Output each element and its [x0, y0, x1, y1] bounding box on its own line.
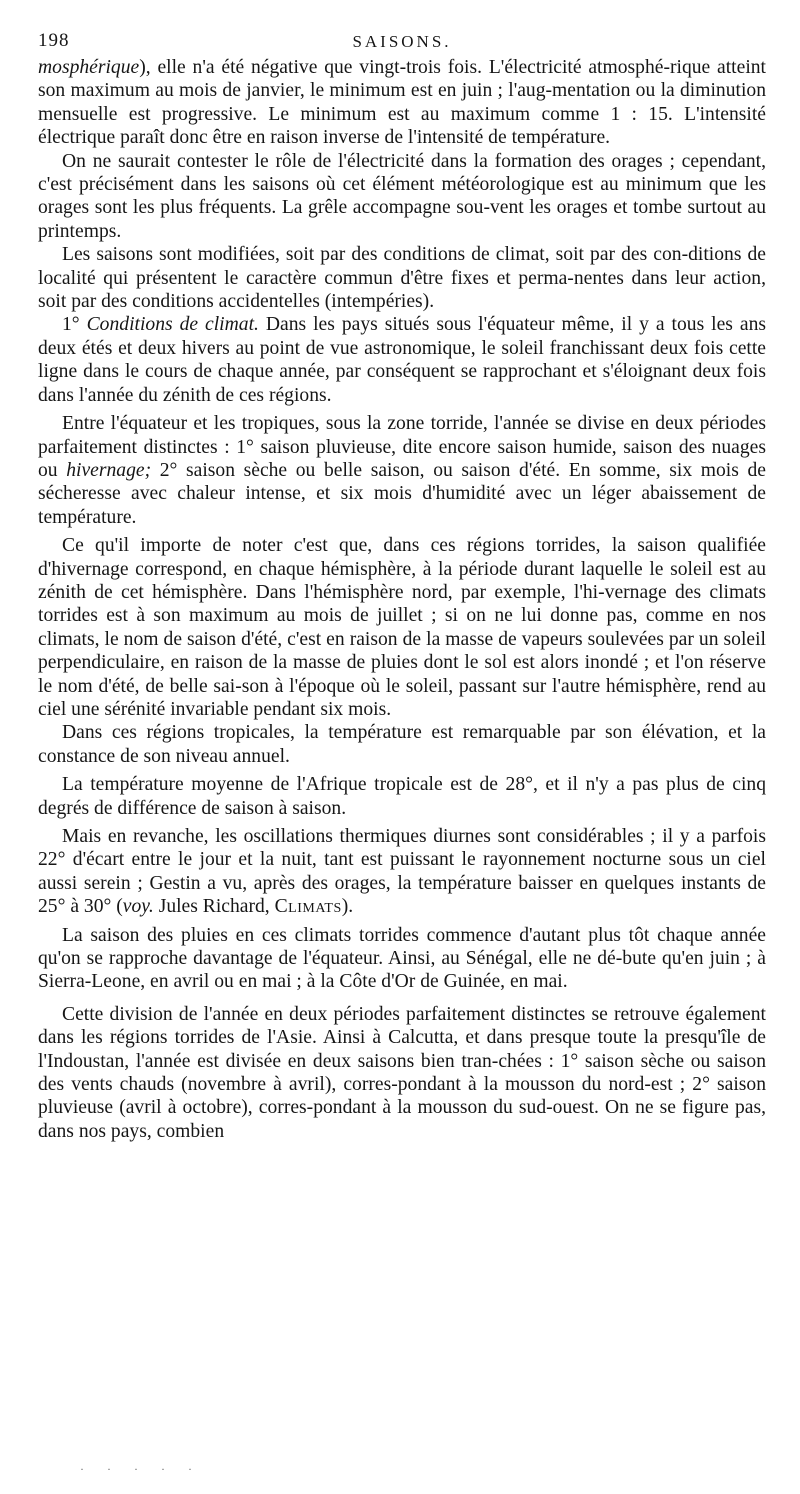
paragraph-hivernage: [38, 534, 766, 721]
text-run: Dans les pays situés sous l'équateur même, il y a tous les ans deux étés et deux hivers au point de vue astronomique, le soleil franchissant deux fois cette ligne dans le cours de chaque année, par conséquent se rapprochant et s'éloignant deux fois dans l'année du zénith de ces régions.: [38, 314, 767, 406]
text-run: La saison des pluies en ces climats torrides commence d'autant plus tôt chaque année qu'on se rapproche davantage de l'équateur. Ainsi, au Sénégal, elle ne dé-bute qu'en juin ; à Sierra-Leone, en avril ou en mai ; à la Côte d'Or de Guinée, en mai.: [38, 924, 766, 993]
text-run: ).: [341, 896, 354, 918]
text-run: Jules Richard,: [153, 896, 275, 918]
text-run: On ne saurait contester le rôle de l'électricité dans la formation des orages ; cependant, c'est précisément dans les saisons où cet élément météorologique est au minimum que les orages sont les plus fréquents. La grêle accompagne sou-vent les orages et tombe surtout au printemps.: [38, 150, 766, 242]
paragraph-climate-conditions: [38, 313, 766, 407]
paragraph-rain-season: [38, 924, 766, 994]
text-run: Mais en revanche, les oscillations thermiques diurnes sont considérables ; il y a parfois 22° d'écart entre le jour et la nuit, tant est puissant le rayonnement nocturne sous un ciel aussi serein ; Gestin a vu, après des orages, la température baisser en quelques instants de 25° à 30° (: [38, 826, 766, 918]
text-run: 1°: [62, 314, 87, 336]
paragraph-continuation: [38, 56, 766, 150]
italic-run: voy.: [122, 896, 154, 918]
text-run: 2° saison sèche ou belle saison, ou saison d'été. En somme, six mois de sécheresse avec chaleur intense, et six mois d'humidité avec un léger abaissement de température.: [38, 459, 766, 528]
italic-run: Conditions de climat.: [86, 314, 259, 336]
italic-run: mosphérique: [38, 57, 140, 78]
paragraph-asia-seasons: [38, 1003, 766, 1143]
paragraph-tropical-temperature: [38, 721, 766, 768]
footer-dots: · · · · ·: [80, 1462, 202, 1476]
text-run: Entre l'équateur et les tropiques, sous la zone torride, l'année se divise en deux périodes parfaitement distinctes : 1° saison pluvieuse, dite encore saison humide, saison des nuages ou: [38, 413, 766, 481]
smallcaps-run: Climats: [274, 896, 342, 918]
text-run: Cette division de l'année en deux périodes parfaitement distinctes se retrouve également dans les régions torrides de l'Asie. Ainsi à Calcutta, et dans presque toute la presqu'île de l'Indoustan, l'année est divisée en deux saisons bien tran-chées : 1° saison sèche ou saison des vents chauds (novembre à avril), corres-pondant à la mousson du nord-est ; 2° saison pluvieuse (avril à octobre), corres-pondant à la mousson du sud-ouest. On ne se figure pas, dans nos pays, combien: [38, 1003, 766, 1142]
italic-run: hivernage;: [66, 459, 152, 481]
text-run: Les saisons sont modifiées, soit par des conditions de climat, soit par des con-ditions de localité qui présentent le caractère commun d'être fixes et perma-nentes dans leur action, soit par des conditions accidentelles (intempéries).: [38, 244, 766, 313]
page-number: 198: [38, 30, 70, 51]
paragraph-torrid-zone: [38, 412, 766, 529]
book-page: [38, 26, 766, 1143]
text-run: Dans ces régions tropicales, la température est remarquable par son élévation, et la constance de son niveau annuel.: [38, 722, 766, 767]
text-run: ), elle n'a été négative que vingt-trois fois. L'électricité atmosphé-rique atteint son maximum au mois de janvier, le minimum est en juin ; l'aug-mentation ou la diminution mensuelle est progressive. Le minimum est au maximum comme 1 : 15. L'intensité électrique paraît donc être en raison inverse de l'intensité de température.: [38, 57, 766, 149]
paragraph-season-modifiers: [38, 243, 766, 313]
paragraph-africa-mean: [38, 773, 766, 820]
paragraph-electricity-storms: [38, 150, 766, 244]
paragraph-diurnal-oscillations: [38, 825, 766, 919]
page-header: [38, 26, 766, 56]
text-run: La température moyenne de l'Afrique tropicale est de 28°, et il n'y a pas plus de cinq degrés de différence de saison à saison.: [38, 774, 766, 819]
running-head: SAISONS.: [352, 32, 452, 51]
body-text: [38, 56, 766, 1143]
text-run: Ce qu'il importe de noter c'est que, dans ces régions torrides, la saison qualifiée d'hivernage correspond, en chaque hémisphère, à la période durant laquelle le soleil est au zénith de cet hémisphère. Dans l'hémisphère nord, par exemple, l'hi-vernage des climats torrides est à son maximum au mois de juillet ; si on ne lui donne pas, comme en nos climats, le nom de saison d'été, c'est en raison de la masse de vapeurs soulevées par un soleil perpendiculaire, en raison de la masse de pluies dont le sol est alors inondé ; et l'on réserve le nom d'été, de belle sai-son à l'époque où le soleil, passant sur l'autre hémisphère, rend au ciel une sérénité invariable pendant six mois.: [38, 535, 766, 720]
